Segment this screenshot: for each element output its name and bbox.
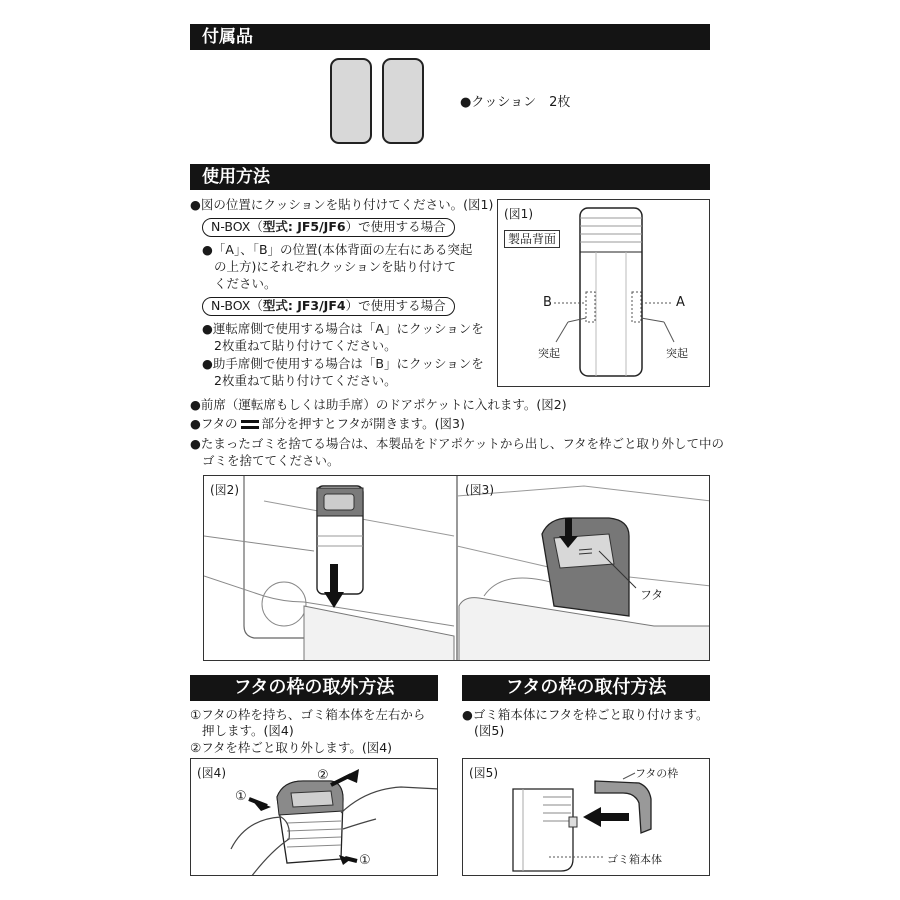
pill-jf56-suffix: ）で使用する場合 bbox=[345, 219, 446, 234]
removal-step2: ②フタを枠ごと取り外します。(図4) bbox=[190, 740, 393, 755]
usage-heading: 使用方法 bbox=[190, 164, 710, 190]
figure-1-label-a: A bbox=[676, 295, 685, 310]
usage-step1: ●図の位置にクッションを貼り付けてください。(図1) bbox=[190, 197, 494, 212]
jf56-line1: ●「A」、「B」の位置(本体背面の左右にある突起 bbox=[202, 242, 473, 257]
figure-4-mark-2: ② bbox=[317, 768, 329, 783]
figure-2-3-frame bbox=[203, 475, 710, 661]
figure-4 bbox=[190, 758, 438, 876]
figure-5-lid-frame-label: フタの枠 bbox=[635, 767, 679, 780]
figure-4-label: (図4) bbox=[197, 766, 226, 780]
attach-step-line1: ●ゴミ箱本体にフタを枠ごと取り付けます。 bbox=[462, 707, 709, 722]
jf34-b-line1: ●助手席側で使用する場合は「B」にクッションを bbox=[202, 356, 484, 371]
pill-jf56-prefix: N-BOX（ bbox=[211, 219, 263, 234]
figure-5-body-label: ゴミ箱本体 bbox=[607, 853, 662, 866]
pill-jf3-jf4 bbox=[202, 297, 455, 316]
cushion-left bbox=[330, 58, 372, 144]
figure-5-label: (図5) bbox=[469, 766, 498, 780]
figure-4-drawing bbox=[191, 759, 438, 876]
figure-2-3-drawing bbox=[204, 476, 710, 661]
usage-step4-line1: ●たまったゴミを捨てる場合は、本製品をドアポケットから出し、フタを枠ごと取り外して中の bbox=[190, 436, 725, 451]
cushion-text: ●クッション 2枚 bbox=[460, 95, 571, 110]
removal-step1-line1: ①フタの枠を持ち、ゴミ箱本体を左右から bbox=[190, 707, 426, 722]
figure-1-caption: 製品背面 bbox=[504, 230, 560, 248]
attach-step-line2: (図5) bbox=[474, 723, 505, 738]
usage-step3-suffix: 部分を押すとフタが開きます。(図3) bbox=[261, 416, 465, 431]
usage-step2: ●前席（運転席もしくは助手席）のドアポケットに入れます。(図2) bbox=[190, 397, 567, 412]
figure-1-label-b: B bbox=[543, 295, 552, 310]
figure-3-lid-label: フタ bbox=[640, 588, 664, 602]
pill-jf56-bold: 型式: JF5/JF6 bbox=[262, 219, 346, 234]
usage-step3-prefix: ●フタの bbox=[190, 416, 238, 431]
removal-heading: フタの枠の取外方法 bbox=[190, 675, 438, 701]
figure-2-label: (図2) bbox=[210, 483, 239, 497]
figure-1-protrusion-left: 突起 bbox=[538, 347, 560, 360]
jf56-line2: の上方)にそれぞれクッションを貼り付けて bbox=[214, 259, 457, 274]
attach-heading: フタの枠の取付方法 bbox=[462, 675, 710, 701]
pill-jf34-prefix: N-BOX（ bbox=[211, 298, 263, 313]
usage-step4-line2: ゴミを捨ててください。 bbox=[202, 453, 340, 468]
jf34-b-line2: 2枚重ねて貼り付けてください。 bbox=[214, 373, 397, 388]
jf56-line3: ください。 bbox=[214, 276, 277, 291]
usage-step3 bbox=[190, 415, 465, 432]
removal-step1-line2: 押します。(図4) bbox=[202, 723, 294, 738]
figure-4-mark-1-top: ① bbox=[235, 789, 247, 804]
accessories-heading: 付属品 bbox=[190, 24, 710, 50]
figure-4-mark-1-bottom: ① bbox=[359, 853, 371, 868]
cushion-right bbox=[382, 58, 424, 144]
jf34-a-line1: ●運転席側で使用する場合は「A」にクッションを bbox=[202, 321, 484, 336]
figure-1-label: (図1) bbox=[504, 207, 533, 221]
figure-3-label: (図3) bbox=[465, 483, 494, 497]
pill-jf34-bold: 型式: JF3/JF4 bbox=[262, 298, 346, 313]
jf34-a-line2: 2枚重ねて貼り付けてください。 bbox=[214, 338, 397, 353]
press-area-icon bbox=[241, 420, 259, 429]
pill-jf5-jf6 bbox=[202, 218, 455, 237]
figure-1 bbox=[497, 199, 710, 387]
figure-5 bbox=[462, 758, 710, 876]
pill-jf34-suffix: ）で使用する場合 bbox=[345, 298, 446, 313]
figure-1-protrusion-right: 突起 bbox=[666, 347, 688, 360]
